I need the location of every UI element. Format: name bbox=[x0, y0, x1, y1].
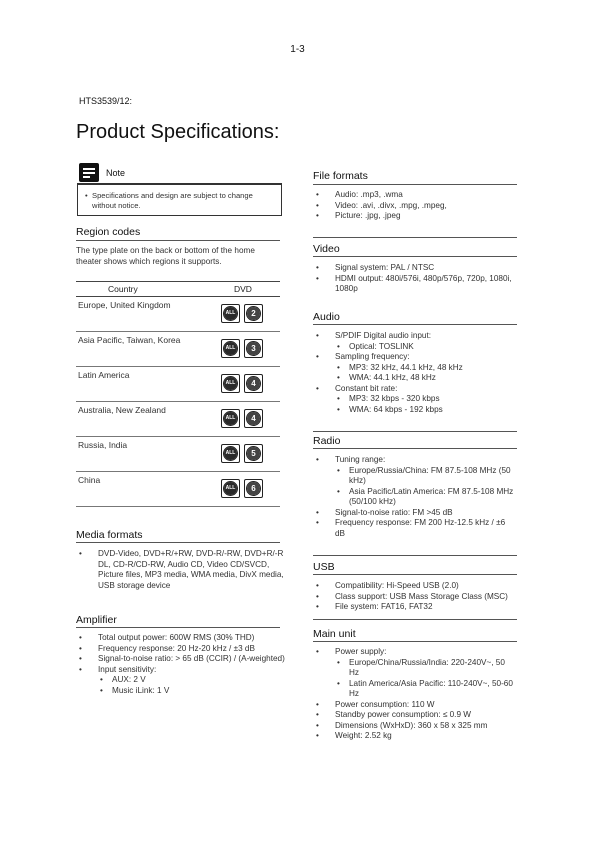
media-formats-list bbox=[76, 549, 286, 591]
list-item-text: Input sensitivity: bbox=[98, 664, 157, 674]
list-item-text: Frequency response: 20 Hz-20 kHz / ±3 dB bbox=[98, 643, 255, 653]
list-item: • Video: .avi, .divx, .mpg, .mpeg, bbox=[313, 201, 523, 212]
list-item: • DVD-Video, DVD+R/+RW, DVD-R/-RW, DVD+R/-R DL, CD-R/CD-RW, Audio CD, Video CD/SVCD, Picture files, MP3 media, WMA media, DivX media, USB storage device bbox=[76, 549, 286, 591]
region-code-label: ALL bbox=[225, 380, 236, 386]
main-unit-list bbox=[313, 647, 517, 742]
list-item bbox=[313, 647, 517, 700]
list-item-text: Dimensions (WxHxD): 360 x 58 x 325 mm bbox=[335, 720, 488, 730]
region-table-header bbox=[76, 281, 280, 297]
amplifier-heading: Amplifier bbox=[76, 614, 117, 626]
region-code-label: ALL bbox=[225, 450, 236, 456]
audio-heading: Audio bbox=[313, 311, 340, 323]
list-item-text: Frequency response: FM 200 Hz-12.5 kHz / ±6 dB bbox=[335, 518, 506, 538]
list-item bbox=[76, 644, 286, 655]
region-code-label: ALL bbox=[225, 415, 236, 421]
list-item: • Picture: .jpg, .jpeg bbox=[313, 211, 523, 222]
radio-list bbox=[313, 455, 517, 539]
list-item bbox=[313, 731, 517, 742]
sub-list-item: • Europe/China/Russia/India: 220-240V~, 50 Hz bbox=[335, 658, 517, 679]
list-item: • Class support: USB Mass Storage Class (MSC) bbox=[313, 592, 523, 603]
note-icon bbox=[79, 163, 99, 182]
sub-list-item: • WMA: 44.1 kHz, 48 kHz bbox=[335, 373, 517, 384]
list-item bbox=[76, 665, 286, 697]
model-number: HTS3539/12: bbox=[79, 96, 133, 106]
sub-list bbox=[335, 658, 517, 700]
region-country: Asia Pacific, Taiwan, Korea bbox=[78, 335, 181, 345]
list-item bbox=[313, 331, 517, 352]
dvd-region-logos bbox=[221, 444, 263, 463]
usb-heading: USB bbox=[313, 561, 335, 573]
sub-list-item: • MP3: 32 kbps - 320 kbps bbox=[335, 394, 517, 405]
video-list bbox=[313, 263, 513, 295]
main-unit-heading: Main unit bbox=[313, 628, 356, 640]
file-formats-list bbox=[313, 190, 523, 222]
page-number: 1-3 bbox=[290, 44, 305, 55]
dvd-region-globe-icon bbox=[244, 374, 263, 393]
list-item bbox=[313, 352, 517, 384]
sub-list-item: • WMA: 64 kbps - 192 kbps bbox=[335, 405, 517, 416]
note-item: • Specifications and design are subject to change without notice. bbox=[82, 191, 278, 211]
list-item: • File system: FAT16, FAT32 bbox=[313, 602, 523, 613]
col-dvd: DVD bbox=[234, 284, 252, 294]
sub-list-item: • MP3: 32 kHz, 44.1 kHz, 48 kHz bbox=[335, 363, 517, 374]
region-code-label: 6 bbox=[251, 484, 256, 493]
note-label: Note bbox=[106, 168, 126, 178]
region-country: Russia, India bbox=[78, 440, 128, 450]
list-item bbox=[313, 518, 517, 539]
list-item-text: Signal-to-noise ratio: > 65 dB (CCIR) / (A-weighted) bbox=[98, 654, 285, 663]
list-item bbox=[313, 721, 517, 732]
list-item bbox=[313, 455, 517, 508]
dvd-region-globe-icon bbox=[221, 409, 240, 428]
col-country: Country bbox=[108, 284, 138, 294]
list-item bbox=[313, 384, 517, 416]
list-item: • Compatibility: Hi-Speed USB (2.0) bbox=[313, 581, 523, 592]
sub-list bbox=[335, 394, 517, 415]
region-country: China bbox=[78, 475, 101, 485]
list-item-text: Constant bit rate: bbox=[335, 383, 398, 393]
region-row bbox=[76, 472, 280, 507]
region-code-label: ALL bbox=[225, 345, 236, 351]
sub-list-item: • AUX: 2 V bbox=[98, 675, 286, 686]
region-country: Europe, United Kingdom bbox=[78, 300, 171, 310]
list-item bbox=[313, 710, 517, 721]
sub-list-item: • Music iLink: 1 V bbox=[98, 686, 286, 697]
region-codes-text: The type plate on the back or bottom of the home theater shows which regions it supports. bbox=[76, 246, 255, 266]
dvd-region-globe-icon bbox=[244, 479, 263, 498]
list-item bbox=[313, 700, 517, 711]
region-code-label: 5 bbox=[251, 449, 256, 458]
sub-list bbox=[98, 675, 286, 696]
list-item-text: Sampling frequency: bbox=[335, 352, 410, 361]
dvd-region-globe-icon bbox=[244, 339, 263, 358]
region-row bbox=[76, 367, 280, 402]
dvd-region-logos bbox=[221, 304, 263, 323]
dvd-region-logos bbox=[221, 339, 263, 358]
page-title: Product Specifications: bbox=[76, 121, 280, 143]
audio-list bbox=[313, 331, 517, 415]
region-table bbox=[76, 281, 280, 507]
region-code-label: ALL bbox=[225, 485, 236, 491]
region-row bbox=[76, 437, 280, 472]
region-code-label: 2 bbox=[251, 309, 256, 318]
list-item-text: Weight: 2.52 kg bbox=[335, 731, 392, 740]
sub-list-item: • Europe/Russia/China: FM 87.5-108 MHz (50 kHz) bbox=[335, 466, 517, 487]
dvd-region-logos bbox=[221, 374, 263, 393]
list-item: • HDMI output: 480i/576i, 480p/576p, 720p, 1080i, 1080p bbox=[313, 274, 513, 295]
sub-list bbox=[335, 466, 517, 508]
dvd-region-globe-icon bbox=[221, 374, 240, 393]
list-item bbox=[313, 508, 517, 519]
dvd-region-globe-icon bbox=[244, 304, 263, 323]
dvd-region-logos bbox=[221, 479, 263, 498]
note-list bbox=[82, 191, 278, 211]
dvd-region-globe-icon bbox=[221, 339, 240, 358]
list-item-text: Power supply: bbox=[335, 647, 387, 656]
region-country: Latin America bbox=[78, 370, 130, 380]
amplifier-list bbox=[76, 633, 286, 696]
region-row bbox=[76, 332, 280, 367]
list-item-text: Power consumption: 110 W bbox=[335, 699, 435, 709]
region-code-label: ALL bbox=[225, 310, 236, 316]
region-row bbox=[76, 297, 280, 332]
list-item-text: Signal-to-noise ratio: FM >45 dB bbox=[335, 507, 453, 517]
media-formats-heading: Media formats bbox=[76, 529, 143, 541]
dvd-region-globe-icon bbox=[244, 409, 263, 428]
region-code-label: 3 bbox=[251, 344, 256, 353]
region-codes-heading: Region codes bbox=[76, 226, 141, 238]
region-code-label: 4 bbox=[251, 379, 256, 388]
dvd-region-globe-icon bbox=[221, 444, 240, 463]
list-item: • Audio: .mp3, .wma bbox=[313, 190, 523, 201]
list-item bbox=[76, 654, 286, 665]
list-item-text: Standby power consumption: ≤ 0.9 W bbox=[335, 710, 472, 719]
sub-list-item: • Asia Pacific/Latin America: FM 87.5-108 MHz (50/100 kHz) bbox=[335, 487, 517, 508]
list-item bbox=[76, 633, 286, 644]
video-heading: Video bbox=[313, 243, 340, 255]
radio-heading: Radio bbox=[313, 435, 341, 447]
dvd-region-globe-icon bbox=[244, 444, 263, 463]
region-row bbox=[76, 402, 280, 437]
list-item: • Signal system: PAL / NTSC bbox=[313, 263, 513, 274]
list-item-text: S/PDIF Digital audio input: bbox=[335, 331, 432, 340]
sub-list bbox=[335, 342, 517, 353]
file-formats-heading: File formats bbox=[313, 170, 368, 182]
usb-list bbox=[313, 581, 523, 613]
region-code-label: 4 bbox=[251, 414, 256, 423]
sub-list bbox=[335, 363, 517, 384]
dvd-region-logos bbox=[221, 409, 263, 428]
dvd-region-globe-icon bbox=[221, 479, 240, 498]
list-item-text: Tuning range: bbox=[335, 455, 386, 464]
region-country: Australia, New Zealand bbox=[78, 405, 166, 415]
dvd-region-globe-icon bbox=[221, 304, 240, 323]
list-item-text: Total output power: 600W RMS (30% THD) bbox=[98, 633, 255, 642]
sub-list-item: • Latin America/Asia Pacific: 110-240V~, 50-60 Hz bbox=[335, 679, 517, 700]
sub-list-item: • Optical: TOSLINK bbox=[335, 342, 517, 353]
